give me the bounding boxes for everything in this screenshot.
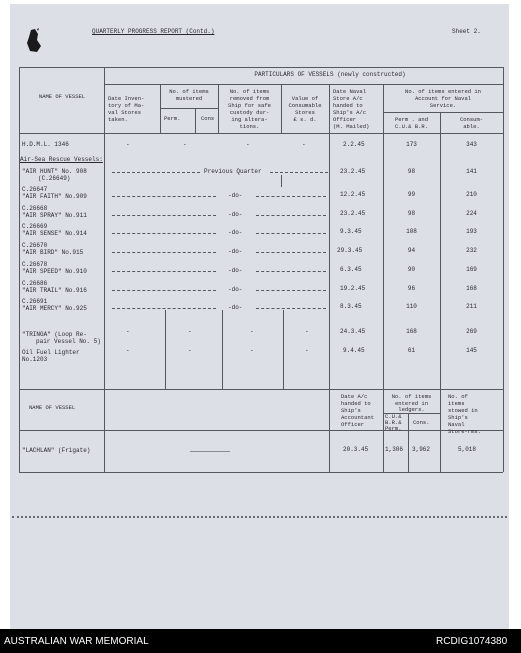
report-title: QUARTERLY PROGRESS REPORT (Contd.) [92, 28, 215, 35]
lower-name-header: NAME OF VESSEL [29, 404, 76, 411]
fold-mark [12, 516, 507, 522]
archive-footer [0, 629, 521, 653]
archive-name: AUSTRALIAN WAR MEMORIAL [4, 636, 149, 647]
lower-cons-header: Cons. [413, 419, 430, 426]
particulars-header: PARTICULARS OF VESSELS (newly constructed) [254, 71, 406, 78]
col-cons: Cons [201, 115, 215, 122]
table-top-line [19, 67, 503, 68]
col-name-of-vessel: NAME OF VESSEL [38, 93, 86, 100]
archive-id: RCDIG1074380 [436, 636, 508, 647]
ink-blot-mark [25, 28, 43, 54]
sheet-number: Sheet 2. [452, 28, 481, 35]
section-label: Air-Sea Rescue Vessels: [20, 156, 103, 163]
col-perm: Perm. [164, 115, 181, 122]
